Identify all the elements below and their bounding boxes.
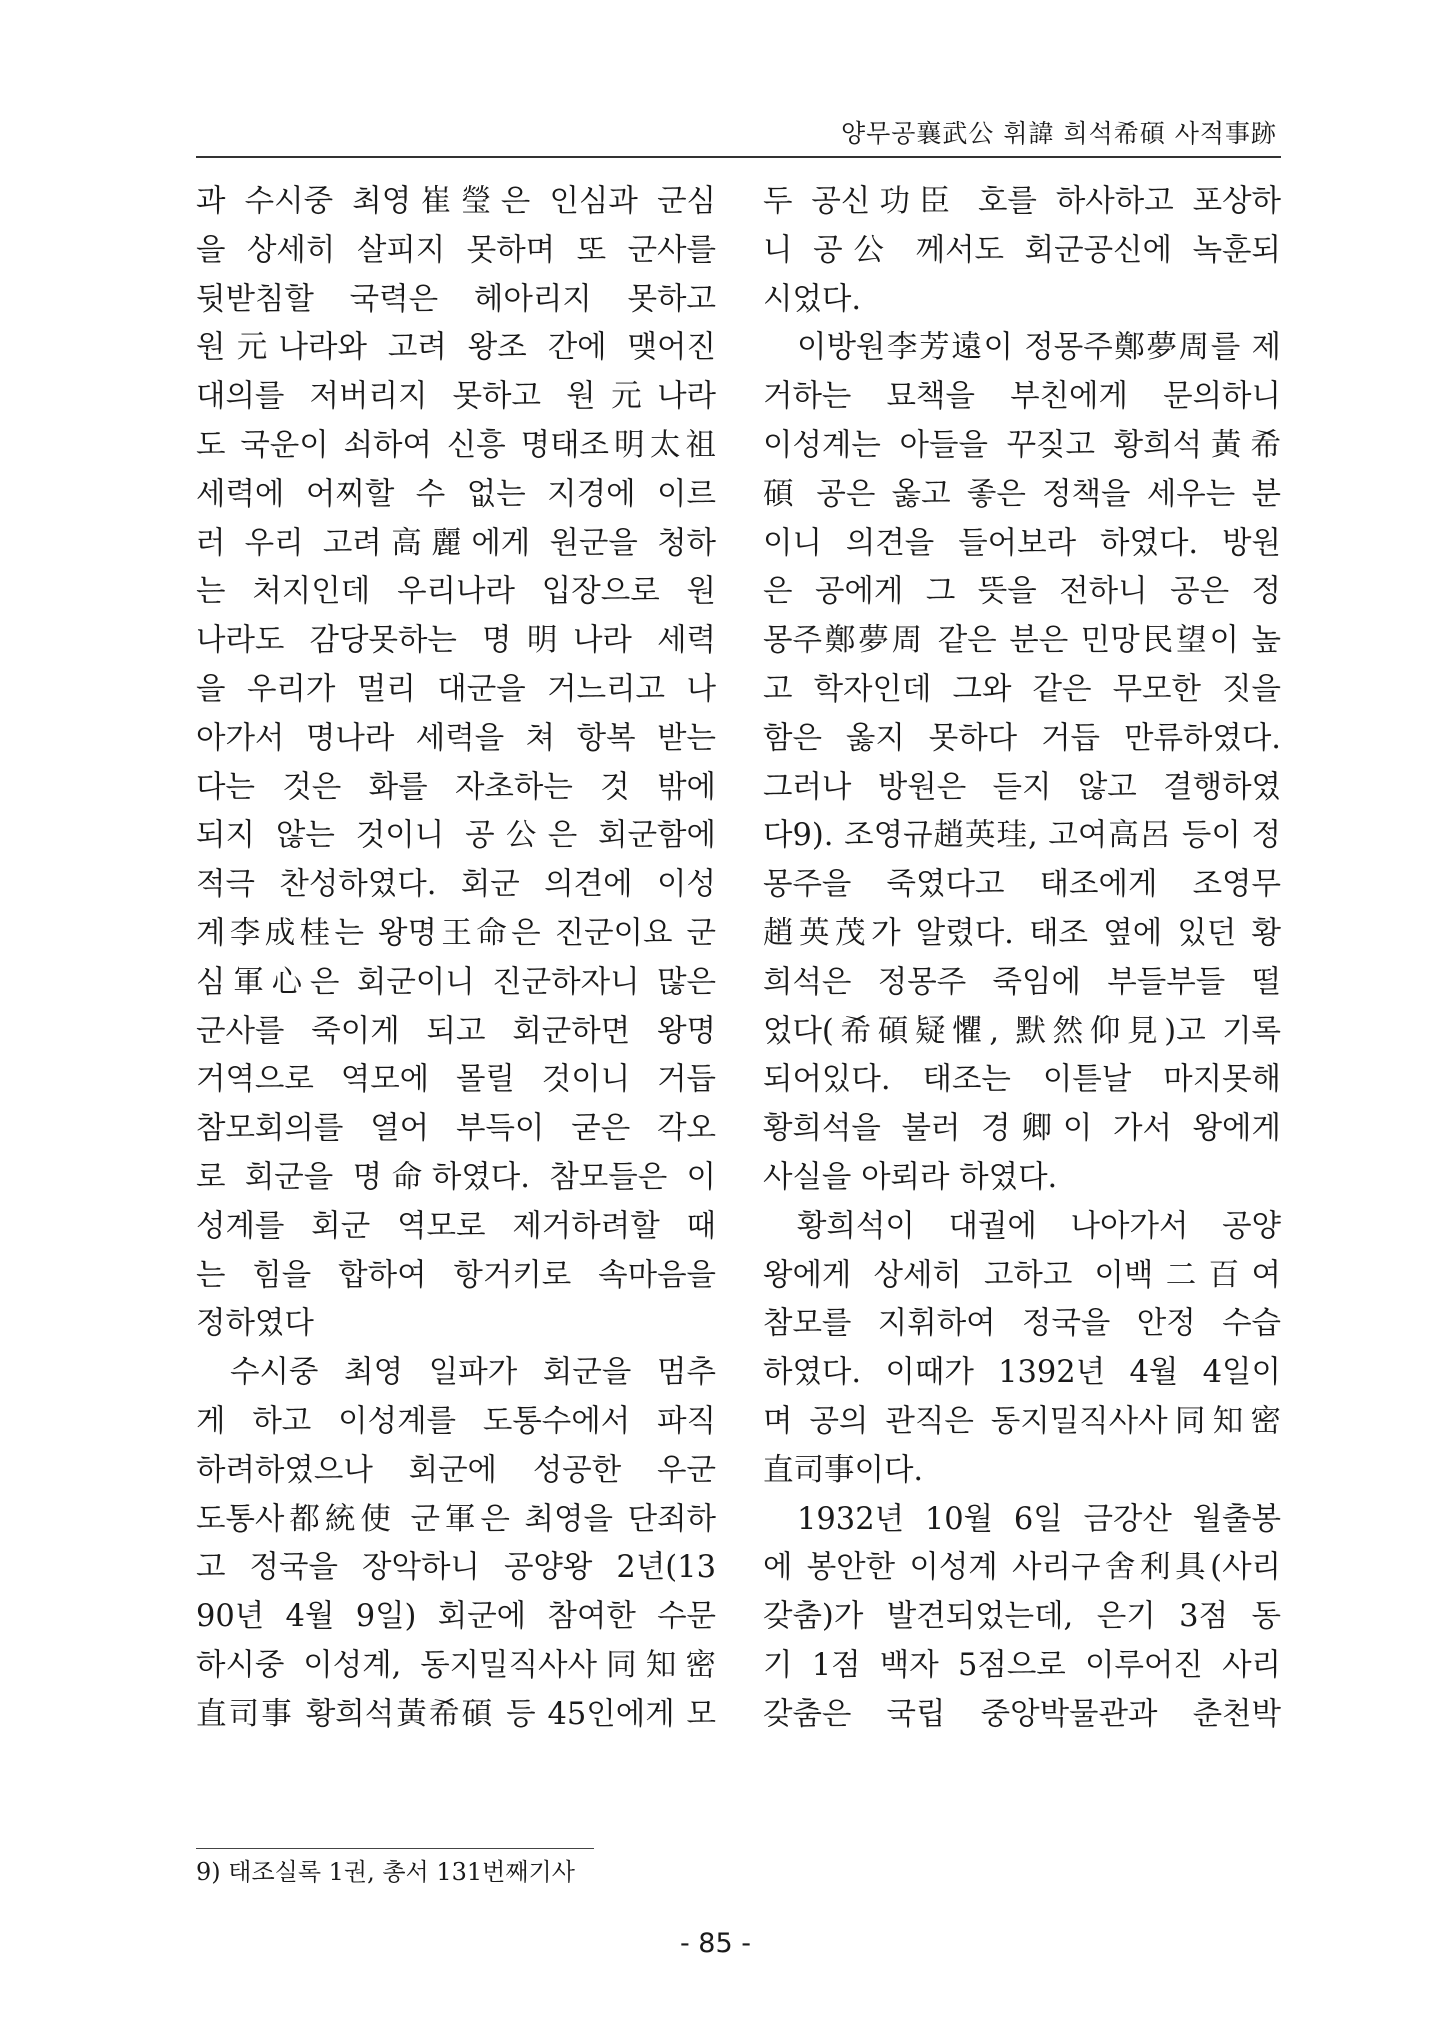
text-line: 다9). 조영규趙英珪, 고여高呂 등이 정 — [763, 818, 1281, 854]
text-line: 참모를 지휘하여 정국을 안정 수습 — [763, 1306, 1281, 1342]
text-line: 碩 공은 옳고 좋은 정책을 세우는 분 — [763, 476, 1281, 512]
text-line: 이방원李芳遠이 정몽주鄭夢周를 제 — [797, 330, 1281, 366]
text-line: 을 상세히 살피지 못하며 또 군사를 — [196, 232, 716, 268]
text-line: 갖춤은 국립 중앙박물관과 춘천박 — [763, 1696, 1281, 1732]
text-line: 희석은 정몽주 죽임에 부들부들 떨 — [763, 964, 1281, 1000]
text-line: 되어있다. 태조는 이튿날 마지못해 — [763, 1062, 1281, 1098]
left-text-column — [196, 178, 716, 1740]
text-line: 다는 것은 화를 자초하는 것 밖에 — [196, 769, 716, 805]
text-line: 성계를 회군 역모로 제거하려할 때 — [196, 1208, 716, 1244]
text-line: 함은 옳지 못하다 거듭 만류하였다. — [763, 720, 1281, 756]
text-line: 는 처지인데 우리나라 입장으로 원 — [196, 574, 716, 610]
footnote: 9) 태조실록 1권, 총서 131번째기사 — [196, 1858, 575, 1886]
text-line: 황희석을 불러 경卿이 가서 왕에게 — [763, 1111, 1281, 1147]
text-line: 었다(希碩疑懼, 默然仰見)고 기록 — [763, 1013, 1281, 1049]
text-line: 세력에 어찌할 수 없는 지경에 이르 — [196, 476, 716, 512]
text-line: 趙英茂가 알렸다. 태조 옆에 있던 황 — [763, 915, 1281, 951]
text-line: 며 공의 관직은 동지밀직사사同知密 — [763, 1403, 1281, 1439]
header-title: 양무공襄武公 휘諱 희석希碩 사적事跡 — [840, 119, 1277, 148]
text-line: 심軍心은 회군이니 진군하자니 많은 — [196, 964, 716, 1000]
text-line: 로 회군을 명命하였다. 참모들은 이 — [196, 1159, 716, 1195]
text-line: 뒷받침할 국력은 헤아리지 못하고 — [196, 281, 716, 317]
text-line: 直司事이다. — [763, 1452, 924, 1488]
text-line: 거하는 묘책을 부친에게 문의하니 — [763, 379, 1281, 415]
text-line: 몽주鄭夢周 같은 분은 민망民望이 높 — [763, 623, 1281, 659]
right-text-column — [763, 178, 1281, 1740]
text-line: 1932년 10월 6일 금강산 월출봉 — [797, 1501, 1281, 1537]
text-line: 시었다. — [763, 281, 862, 317]
text-line: 90년 4월 9일) 회군에 참여한 수문 — [196, 1599, 716, 1635]
running-header — [196, 106, 1281, 158]
text-line: 기 1점 백자 5점으로 이루어진 사리 — [763, 1647, 1281, 1683]
footnote-separator — [196, 1848, 594, 1849]
text-line: 도 국운이 쇠하여 신흥 명태조明太祖 — [196, 427, 716, 463]
text-line: 하시중 이성계, 동지밀직사사同知密 — [196, 1647, 716, 1683]
text-line: 군사를 죽이게 되고 회군하면 왕명 — [196, 1013, 716, 1049]
text-line: 아가서 명나라 세력을 쳐 항복 받는 — [196, 720, 716, 756]
text-line: 황희석이 대궐에 나아가서 공양 — [797, 1208, 1281, 1244]
text-line: 하였다. 이때가 1392년 4월 4일이 — [763, 1355, 1281, 1391]
text-line: 이니 의견을 들어보라 하였다. 방원 — [763, 525, 1281, 561]
text-line: 도통사都統使 군軍은 최영을 단죄하 — [196, 1501, 716, 1537]
text-line: 원元나라와 고려 왕조 간에 맺어진 — [196, 330, 716, 366]
text-line: 적극 찬성하였다. 회군 의견에 이성 — [196, 867, 716, 903]
text-line: 을 우리가 멀리 대군을 거느리고 나 — [196, 671, 716, 707]
text-line: 갖춤)가 발견되었는데, 은기 3점 동 — [763, 1599, 1281, 1635]
text-line: 그러나 방원은 듣지 않고 결행하였 — [763, 769, 1281, 805]
text-line: 는 힘을 합하여 항거키로 속마음을 — [196, 1257, 716, 1293]
text-line: 直司事 황희석黃希碩 등 45인에게 모 — [196, 1696, 716, 1732]
text-line: 이성계는 아들을 꾸짖고 황희석黃希 — [763, 427, 1281, 463]
text-line: 은 공에게 그 뜻을 전하니 공은 정 — [763, 574, 1281, 610]
text-line: 되지 않는 것이니 공公은 회군함에 — [196, 818, 716, 854]
text-line: 왕에게 상세히 고하고 이백二百여 — [763, 1257, 1281, 1293]
text-line: 두 공신功臣 호를 하사하고 포상하 — [763, 184, 1281, 219]
text-line: 몽주을 죽였다고 태조에게 조영무 — [763, 867, 1281, 903]
text-line: 거역으로 역모에 몰릴 것이니 거듭 — [196, 1062, 716, 1098]
text-line: 대의를 저버리지 못하고 원元나라 — [196, 379, 716, 415]
text-line: 하려하였으나 회군에 성공한 우군 — [196, 1452, 716, 1488]
text-line: 참모회의를 열어 부득이 굳은 각오 — [196, 1111, 716, 1147]
text-line: 러 우리 고려高麗에게 원군을 청하 — [196, 525, 716, 561]
text-line: 고 학자인데 그와 같은 무모한 짓을 — [763, 671, 1281, 707]
text-line: 니 공公 께서도 회군공신에 녹훈되 — [763, 232, 1281, 268]
text-line: 에 봉안한 이성계 사리구舍利具(사리 — [763, 1550, 1281, 1586]
text-line: 나라도 감당못하는 명明나라 세력 — [196, 623, 716, 659]
text-line: 과 수시중 최영崔瑩은 인심과 군심 — [196, 184, 716, 219]
text-line: 사실을 아뢰라 하였다. — [763, 1159, 1058, 1195]
text-line: 정하였다 — [196, 1306, 314, 1342]
page-number: - 85 - — [679, 1928, 751, 1959]
text-line: 고 정국을 장악하니 공양왕 2년(13 — [196, 1550, 716, 1586]
text-line: 계李成桂는 왕명王命은 진군이요 군 — [196, 915, 716, 951]
text-line: 수시중 최영 일파가 회군을 멈추 — [230, 1355, 716, 1391]
text-line: 게 하고 이성계를 도통수에서 파직 — [196, 1403, 716, 1439]
